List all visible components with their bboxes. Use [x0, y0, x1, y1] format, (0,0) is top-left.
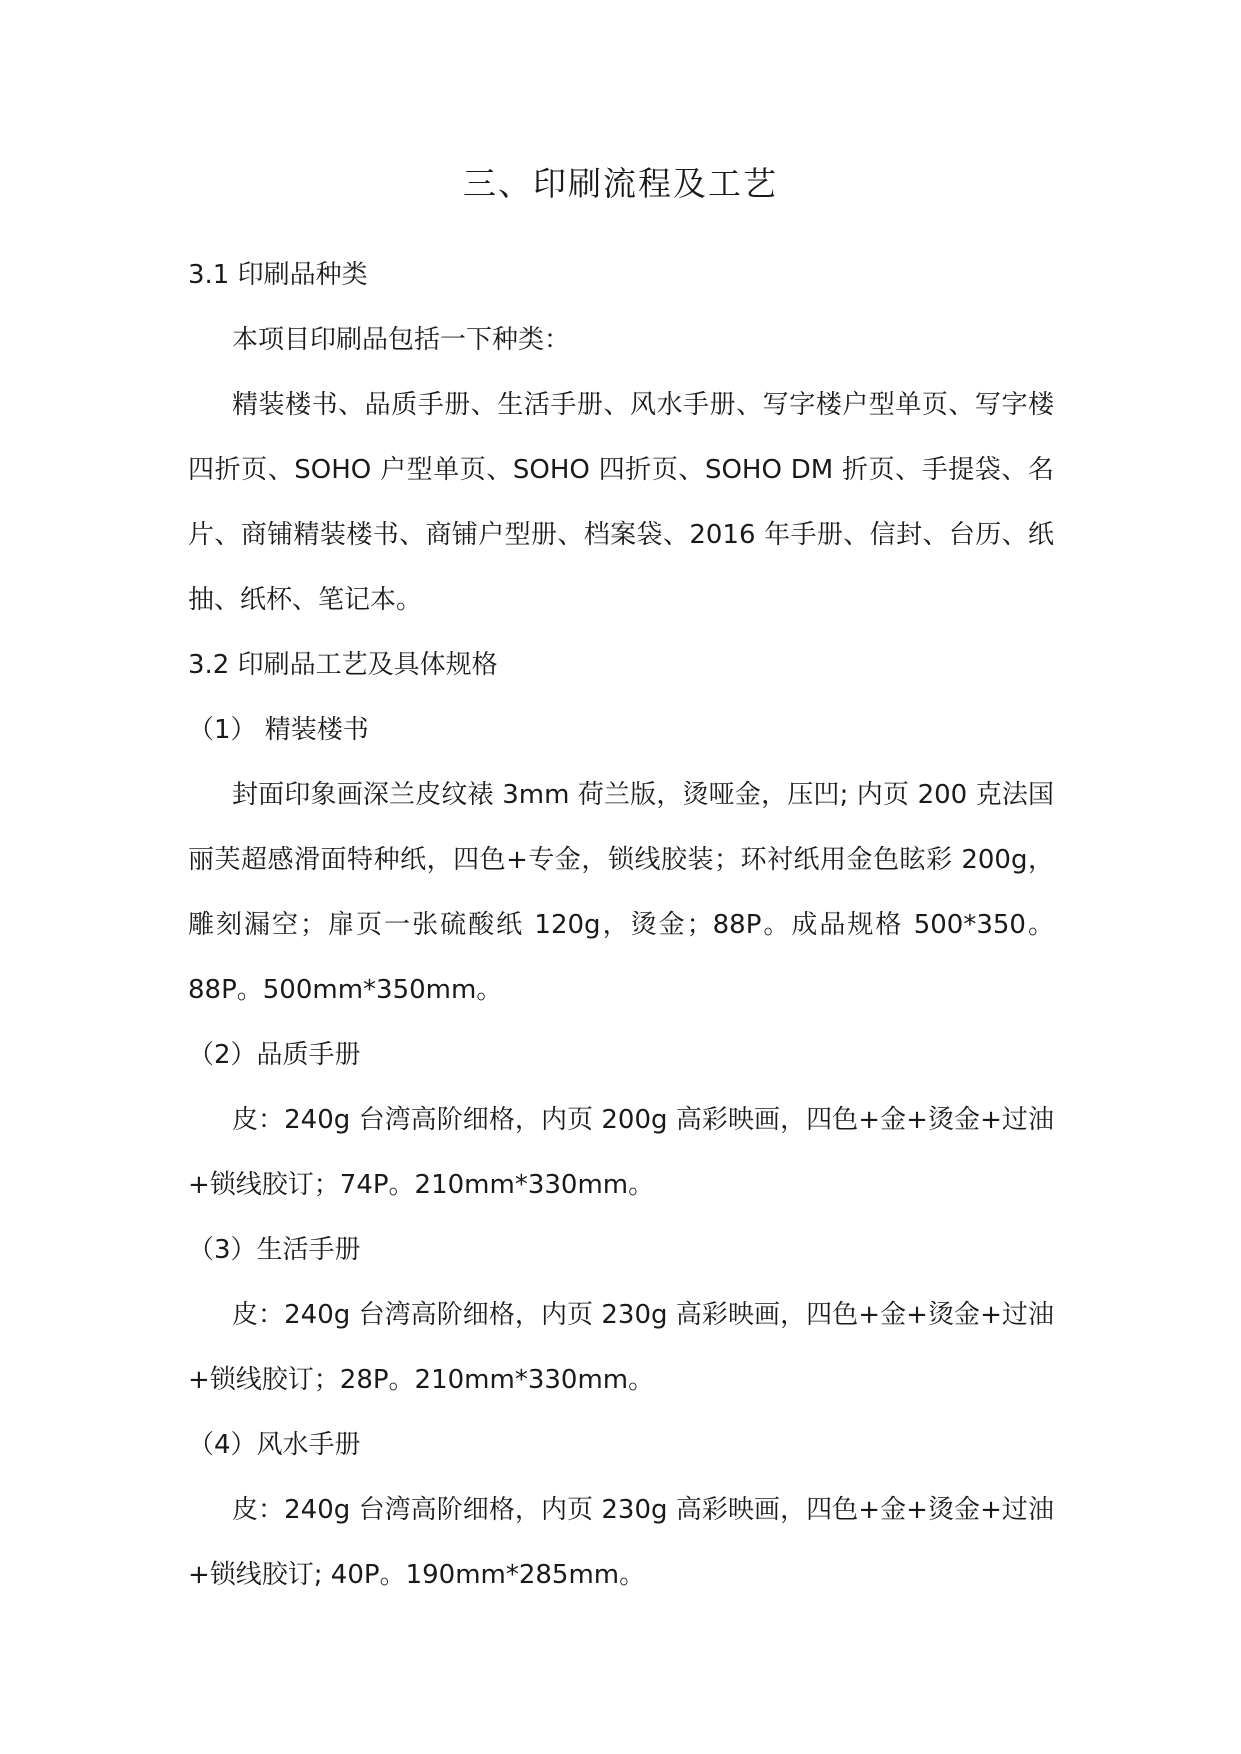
item-heading-1: （1） 精装楼书 — [188, 715, 369, 745]
product-list-paragraph: 精装楼书、品质手册、生活手册、风水手册、写字楼户型单页、写字楼四折页、SOHO 户型单页、SOHO 四折页、SOHO DM 折页、手提袋、名片、商铺精装楼书、商铺户型册、档案袋、2016 年手册、信封、台历、纸抽、纸杯、笔记本。 — [188, 390, 1054, 615]
item-spec-4: 皮：240g 台湾高阶细格，内页 230g 高彩映画，四色+金+烫金+过油+锁线胶订; 40P。190mm*285mm。 — [188, 1495, 1054, 1590]
item-heading-4: （4）风水手册 — [188, 1430, 361, 1460]
item-spec-3: 皮：240g 台湾高阶细格，内页 230g 高彩映画，四色+金+烫金+过油+锁线胶订；28P。210mm*330mm。 — [188, 1300, 1054, 1395]
document-body — [188, 243, 1054, 1608]
item-heading-3: （3）生活手册 — [188, 1235, 361, 1265]
section-heading-3-2: 3.2 印刷品工艺及具体规格 — [188, 650, 498, 680]
page-title: 三、印刷流程及工艺 — [463, 164, 778, 203]
item-spec-2: 皮：240g 台湾高阶细格，内页 200g 高彩映画，四色+金+烫金+过油+锁线胶订；74P。210mm*330mm。 — [188, 1105, 1054, 1200]
item-heading-2: （2）品质手册 — [188, 1040, 361, 1070]
section-intro: 本项目印刷品包括一下种类： — [232, 325, 571, 355]
section-heading-3-1: 3.1 印刷品种类 — [188, 260, 368, 290]
item-spec-1: 封面印象画深兰皮纹裱 3mm 荷兰版，烫哑金，压凹; 内页 200 克法国丽芙超感滑面特种纸，四色+专金，锁线胶装；环衬纸用金色眩彩 200g，雕刻漏空；扉页一张硫酸纸 120g，烫金；88P。成品规格 500*350。88P。500mm*350mm。 — [188, 780, 1054, 1005]
